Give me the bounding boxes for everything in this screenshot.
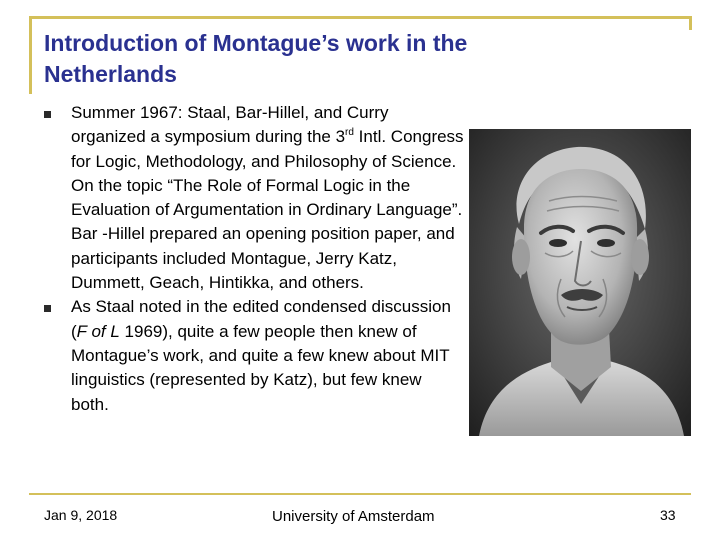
bullet-1-superscript: rd [345,127,354,139]
slide-title-line-2: Netherlands [44,61,177,87]
slide-title-line-1: Introduction of Montague’s work in the [44,30,468,56]
frame-bottom-line [29,493,691,495]
bullet-1-text-b: Intl. Congress for Logic, Methodology, and Philosophy of Science. On the topic “The Role of Formal Logic in the Evaluation of Argumentation in Ordinary Language”. Bar -Hillel prepared an opening position paper, and participants included Montague, Jerry Katz, Dummett, Geach, Hintikka, and others. [71,127,464,293]
footer-page-number: 33 [660,507,676,523]
bullet-2-text-a: As Staal noted in the edited condensed discussion ( [71,297,451,341]
bullet-1-text-a: Summer 1967: Staal, Bar-Hillel, and Curry organized a symposium during the 3 [71,103,389,147]
frame-right-line [689,16,692,30]
footer-institution: University of Amsterdam [272,508,435,525]
bullet-item-1 [44,101,464,295]
square-bullet-icon [44,305,51,312]
bullet-2-italic: F of L [76,321,120,341]
square-bullet-icon [44,111,51,118]
frame-top-line [29,16,691,19]
frame-left-line [29,16,32,94]
bullet-2-text-b: 1969), quite a few people then knew of Montague’s work, and quite a few knew about MIT linguistics (represented by Katz), but few knew both. [71,321,450,414]
footer-date: Jan 9, 2018 [44,507,118,523]
portrait-photo [469,129,691,436]
bullet-list [44,101,464,417]
slide-title [44,28,664,90]
bullet-item-2 [44,295,464,416]
